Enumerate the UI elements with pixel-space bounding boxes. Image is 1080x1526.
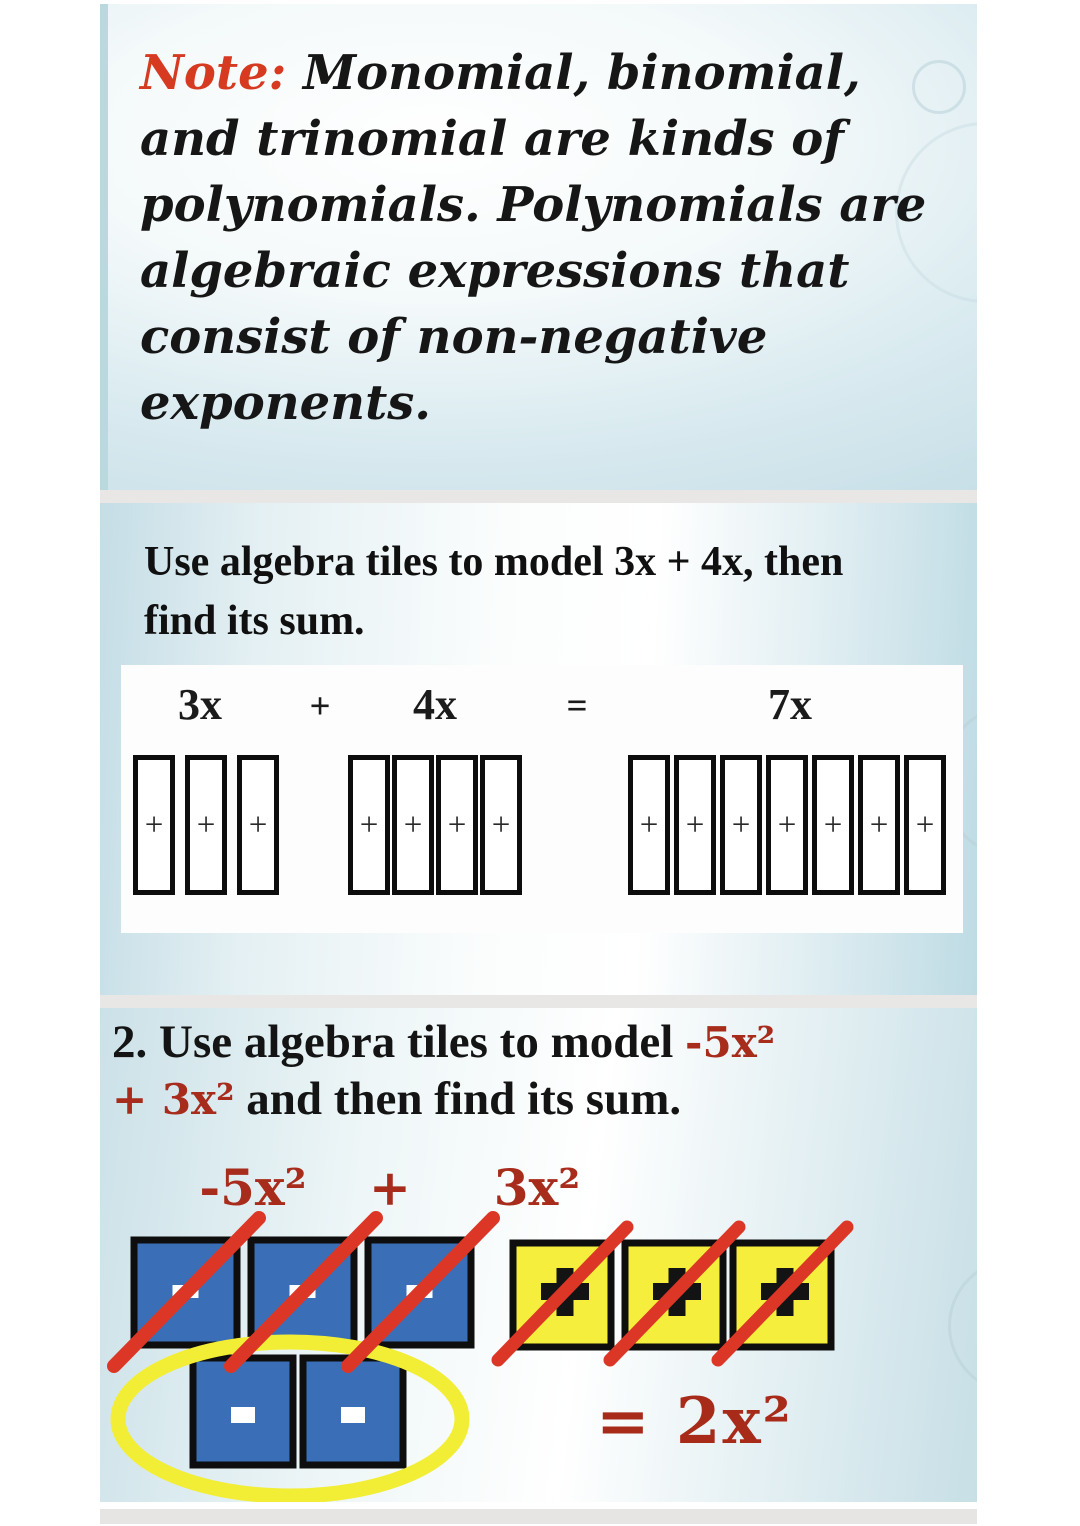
- x-tile-positive: [185, 755, 227, 895]
- tile-plus-sign: +: [731, 806, 751, 843]
- algebra-tiles-panel: [121, 665, 963, 933]
- heading-black-text: and then find its sum.: [234, 1073, 682, 1125]
- heading-black-text: 2. Use algebra tiles to model: [112, 1016, 686, 1068]
- tile-plus-sign: +: [491, 806, 511, 843]
- model-operator: +: [309, 686, 331, 727]
- tile-plus-sign: +: [777, 806, 797, 843]
- result-text: = 2x²: [596, 1384, 793, 1459]
- x-tile-positive: [392, 755, 434, 895]
- minus-sign: [341, 1407, 365, 1423]
- note-line: Note: Monomial, binomial,: [140, 45, 861, 101]
- problem1-heading-line2: find its sum.: [144, 598, 365, 644]
- problem1-card: [100, 503, 977, 995]
- tile-plus-sign: +: [915, 806, 935, 843]
- negative-term-label: -5x²: [199, 1158, 307, 1217]
- x-tile-positive: [766, 755, 808, 895]
- tile-plus-sign: +: [685, 806, 705, 843]
- note-line: consist of non-negative: [140, 309, 768, 365]
- note-label: Note:: [140, 45, 304, 101]
- heading-red-term: + 3x²: [112, 1075, 235, 1124]
- tile-plus-sign: +: [144, 806, 164, 843]
- note-text: [140, 40, 926, 436]
- term-label: 7x: [768, 680, 812, 729]
- card-edge-strip: [100, 4, 108, 490]
- term-label: 3x: [178, 680, 222, 729]
- x-tile-positive: [904, 755, 946, 895]
- note-line: exponents.: [140, 375, 431, 431]
- tile-plus-sign: +: [447, 806, 467, 843]
- positive-term-label: 3x²: [493, 1158, 581, 1217]
- tile-plus-sign: +: [196, 806, 216, 843]
- problem1-heading-line1: Use algebra tiles to model 3x + 4x, then: [144, 539, 844, 585]
- tiles-figure: [100, 1008, 977, 1502]
- x-tile-positive: [133, 755, 175, 895]
- tile-plus-sign: +: [248, 806, 268, 843]
- tile-plus-sign: +: [639, 806, 659, 843]
- model-operator: =: [566, 686, 588, 727]
- note-line: algebraic expressions that: [140, 243, 850, 299]
- problem2-card: [100, 1008, 977, 1502]
- section-divider: [100, 490, 977, 503]
- plus-operator-label: +: [369, 1158, 411, 1217]
- x-tile-positive: [237, 755, 279, 895]
- bottom-band: [100, 1509, 977, 1524]
- note-card: [100, 4, 977, 490]
- x-tile-positive: [436, 755, 478, 895]
- problem1-heading: [144, 533, 843, 651]
- section-divider: [100, 995, 977, 1008]
- minus-sign: [231, 1407, 255, 1423]
- x-tile-positive: [348, 755, 390, 895]
- term-label: 4x: [413, 680, 457, 729]
- tile-plus-sign: +: [403, 806, 423, 843]
- x-tile-positive: [480, 755, 522, 895]
- x-tile-positive: [858, 755, 900, 895]
- note-line: and trinomial are kinds of: [140, 111, 844, 167]
- x-tile-positive: [812, 755, 854, 895]
- tile-plus-sign: +: [359, 806, 379, 843]
- heading-red-term: -5x²: [685, 1018, 776, 1067]
- tile-plus-sign: +: [823, 806, 843, 843]
- tile-plus-sign: +: [869, 806, 889, 843]
- x-tile-positive: [720, 755, 762, 895]
- x-tile-positive: [674, 755, 716, 895]
- x-tile-positive: [628, 755, 670, 895]
- note-line: polynomials. Polynomials are: [140, 177, 927, 233]
